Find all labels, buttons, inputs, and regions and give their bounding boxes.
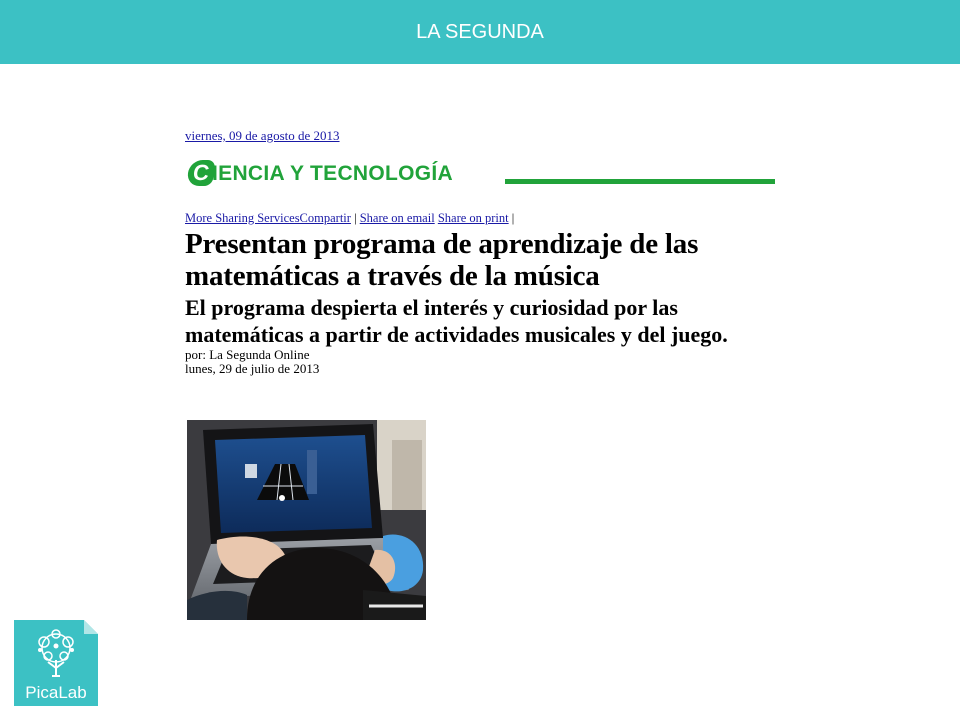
share-email-link[interactable]: Share on email [359, 211, 435, 225]
picalab-wordmark: PicaLab [25, 683, 87, 702]
dateline-link[interactable]: viernes, 09 de agosto de 2013 [185, 128, 340, 143]
top-banner [0, 0, 960, 64]
article-subheadline: El programa despierta el interés y curiosidad por las matemáticas a partir de actividades musicales y del juego. [185, 295, 728, 347]
newspaper-clipping [185, 128, 785, 376]
banner-title: LA SEGUNDA [416, 21, 544, 43]
dateline [185, 128, 785, 144]
section-label: IENCIA Y TECNOLOGÍA [212, 162, 454, 185]
article-date: lunes, 29 de julio de 2013 [185, 361, 320, 376]
share-separator: | [354, 211, 357, 225]
laptop-photo-illustration [187, 420, 426, 620]
share-print-link[interactable]: Share on print [437, 211, 509, 225]
more-sharing-link[interactable]: More Sharing ServicesCompartir [185, 211, 351, 225]
picalab-logo [12, 618, 100, 708]
share-separator-end: | [511, 211, 515, 225]
article-byline: por: La Segunda Online [185, 347, 310, 362]
section-initial: C [186, 160, 216, 186]
section-rule [505, 179, 775, 184]
share-bar [185, 210, 785, 226]
article-headline: Presentan programa de aprendizaje de las matemáticas a través de la música [185, 228, 699, 292]
picalab-tree-icon [12, 618, 100, 708]
section-header [185, 160, 785, 190]
article-photo [187, 420, 426, 620]
